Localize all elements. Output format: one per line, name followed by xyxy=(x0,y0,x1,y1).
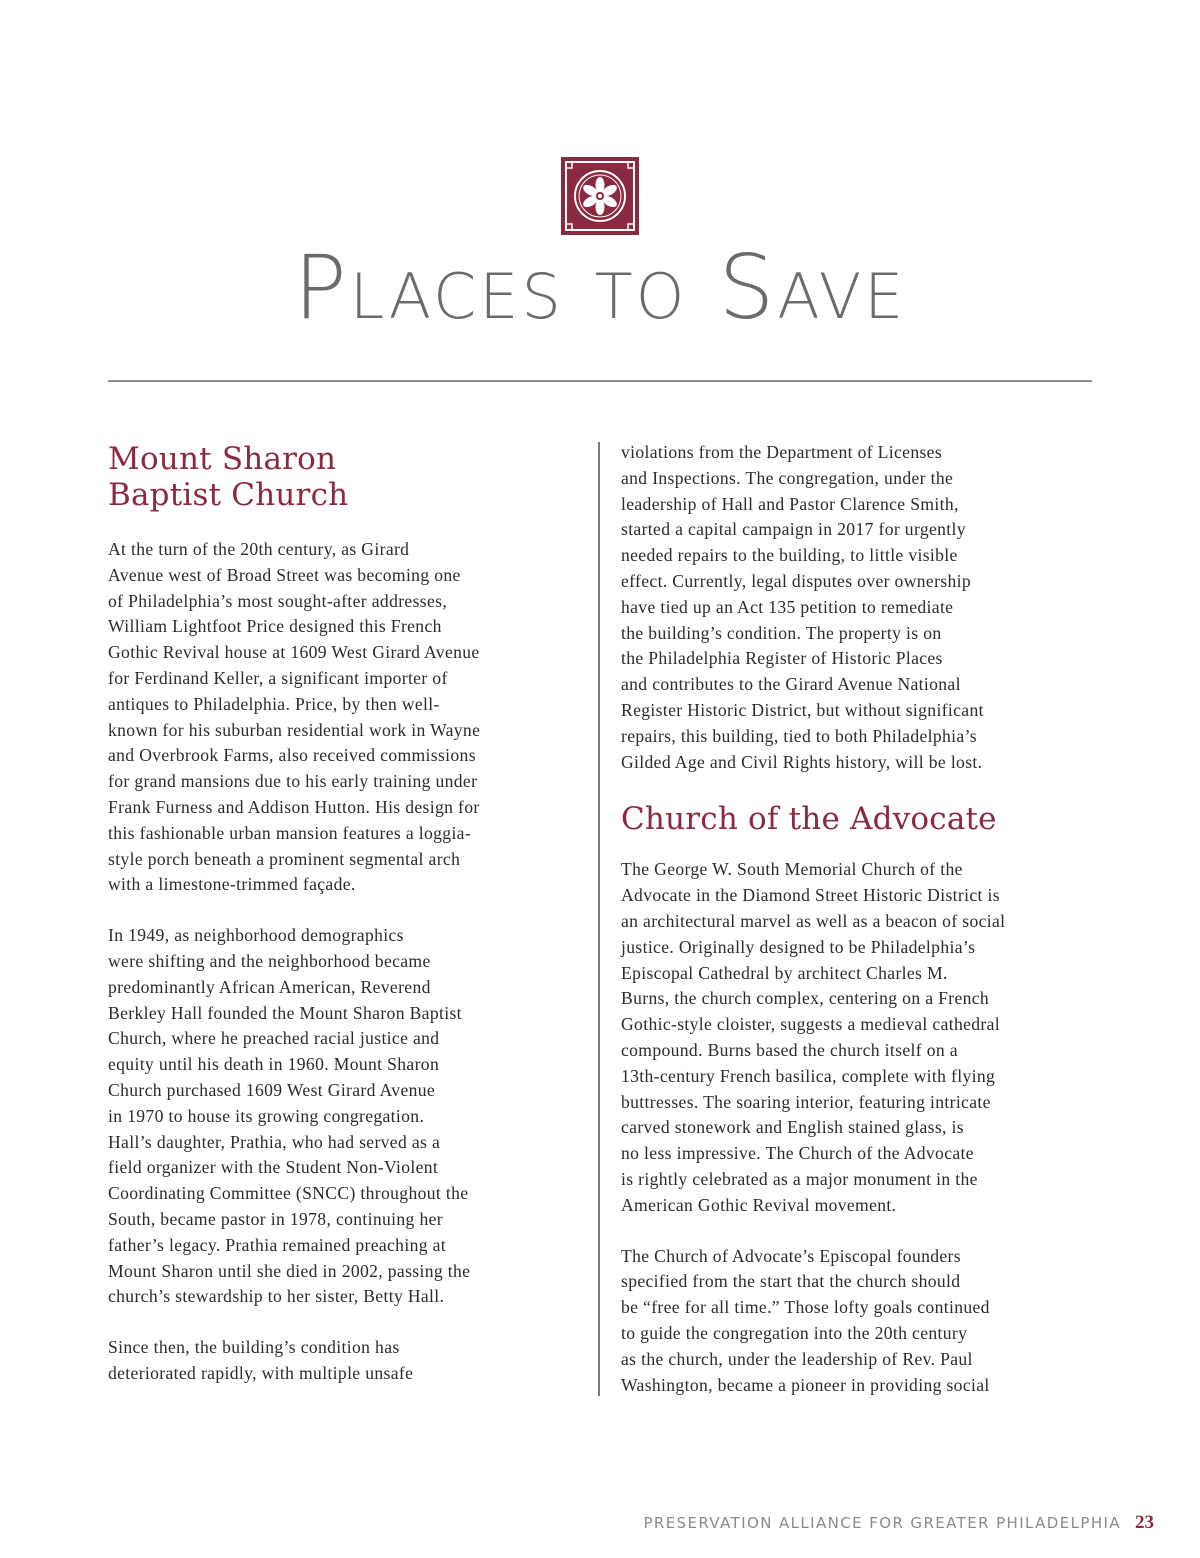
text-line: for Ferdinand Keller, a significant importer of xyxy=(108,667,448,688)
text-line: Gilded Age and Civil Rights history, will be lost. xyxy=(621,751,983,772)
text-line: American Gothic Revival movement. xyxy=(621,1194,897,1215)
text-line: effect. Currently, legal disputes over ownership xyxy=(621,570,972,591)
text-line: Advocate in the Diamond Street Historic District is xyxy=(621,885,1000,906)
text-line: church’s stewardship to her sister, Betty Hall. xyxy=(108,1286,445,1307)
page-number: 23 xyxy=(1135,1512,1154,1533)
text-line: be “free for all time.” Those lofty goals continued xyxy=(621,1297,990,1318)
text-line: in 1970 to house its growing congregation. xyxy=(108,1105,425,1126)
text-line: an architectural marvel as well as a beacon of social xyxy=(621,910,1006,931)
text-line: William Lightfoot Price designed this French xyxy=(108,616,442,637)
text-line: deteriorated rapidly, with multiple unsafe xyxy=(108,1362,414,1383)
text-line: started a capital campaign in 2017 for urgently xyxy=(621,519,966,540)
text-line: Episcopal Cathedral by architect Charles M. xyxy=(621,962,948,983)
left-column xyxy=(108,440,578,1387)
text-line: and Overbrook Farms, also received commissions xyxy=(108,745,476,766)
text-line: Hall’s daughter, Prathia, who had served as a xyxy=(108,1131,441,1152)
text-line: no less impressive. The Church of the Advocate xyxy=(621,1143,974,1164)
text-line: specified from the start that the church should xyxy=(621,1271,961,1292)
text-line: Washington, became a pioneer in providing social xyxy=(621,1374,990,1395)
text-line: antiques to Philadelphia. Price, by then well- xyxy=(108,693,440,714)
text-line: the building’s condition. The property is on xyxy=(621,622,942,643)
body-paragraph xyxy=(108,537,578,898)
heading-line: Baptist Church xyxy=(108,477,349,513)
text-line: At the turn of the 20th century, as Girard xyxy=(108,539,410,559)
text-line: and contributes to the Girard Avenue National xyxy=(621,674,961,695)
text-line: compound. Burns based the church itself on a xyxy=(621,1039,958,1060)
text-line: of Philadelphia’s most sought-after addresses, xyxy=(108,590,448,611)
text-line: The George W. South Memorial Church of the xyxy=(621,859,963,880)
text-line: Register Historic District, but without significant xyxy=(621,699,984,720)
section-heading-mount-sharon xyxy=(108,441,578,513)
text-line: Burns, the church complex, centering on a French xyxy=(621,988,990,1009)
body-paragraph xyxy=(621,1244,1095,1399)
text-line: Church purchased 1609 West Girard Avenue xyxy=(108,1079,436,1100)
text-line: this fashionable urban mansion features a loggia- xyxy=(108,822,472,843)
section-heading-church-of-the-advocate: Church of the Advocate xyxy=(621,801,997,838)
body-paragraph-continued xyxy=(621,440,1095,775)
text-line: for grand mansions due to his early training under xyxy=(108,771,478,792)
text-line: 13th-century French basilica, complete with flying xyxy=(621,1065,996,1086)
text-line: father’s legacy. Prathia remained preaching at xyxy=(108,1234,447,1255)
text-line: Gothic Revival house at 1609 West Girard Avenue xyxy=(108,642,480,663)
page-title: Places to Save xyxy=(293,236,907,339)
text-line: carved stonework and English stained glass, is xyxy=(621,1117,964,1138)
text-line: South, became pastor in 1978, continuing her xyxy=(108,1208,443,1229)
text-line: The Church of Advocate’s Episcopal founders xyxy=(621,1245,961,1266)
text-line: Since then, the building’s condition has xyxy=(108,1337,400,1358)
text-line: have tied up an Act 135 petition to remediate xyxy=(621,596,954,617)
text-line: and Inspections. The congregation, under the xyxy=(621,467,954,488)
text-line: style porch beneath a prominent segmental arch xyxy=(108,848,461,869)
body-paragraph xyxy=(108,1335,578,1387)
text-line: Berkley Hall founded the Mount Sharon Baptist xyxy=(108,1002,462,1023)
text-line: were shifting and the neighborhood became xyxy=(108,950,431,971)
text-line: violations from the Department of Licenses xyxy=(621,442,943,462)
text-line: repairs, this building, tied to both Philadelphia’s xyxy=(621,725,978,746)
body-paragraph xyxy=(621,857,1095,1218)
text-line: is rightly celebrated as a major monument in the xyxy=(621,1168,978,1189)
body-paragraph xyxy=(108,923,578,1310)
text-line: needed repairs to the building, to little visible xyxy=(621,545,958,566)
text-line: In 1949, as neighborhood demographics xyxy=(108,925,404,946)
right-column xyxy=(621,440,1095,1398)
title-divider xyxy=(108,380,1092,382)
text-line: Mount Sharon until she died in 2002, passing the xyxy=(108,1260,471,1281)
text-line: leadership of Hall and Pastor Clarence Smith, xyxy=(621,493,959,514)
text-line: with a limestone-trimmed façade. xyxy=(108,874,356,895)
publisher-name: PRESERVATION ALLIANCE FOR GREATER PHILADELPHIA xyxy=(643,1514,1121,1532)
text-line: Coordinating Committee (SNCC) throughout the xyxy=(108,1183,469,1204)
text-line: known for his suburban residential work in Wayne xyxy=(108,719,481,740)
text-line: the Philadelphia Register of Historic Places xyxy=(621,648,943,669)
column-divider xyxy=(598,442,600,1396)
text-line: buttresses. The soaring interior, featuring intricate xyxy=(621,1091,991,1112)
text-line: as the church, under the leadership of Rev. Paul xyxy=(621,1348,973,1369)
text-line: Gothic-style cloister, suggests a medieval cathedral xyxy=(621,1014,1001,1035)
text-line: predominantly African American, Reverend xyxy=(108,976,431,997)
heading-line: Mount Sharon xyxy=(108,441,337,477)
text-line: equity until his death in 1960. Mount Sharon xyxy=(108,1054,440,1075)
text-line: field organizer with the Student Non-Violent xyxy=(108,1157,439,1178)
text-line: Avenue west of Broad Street was becoming one xyxy=(108,564,461,585)
page-footer xyxy=(643,1512,1154,1534)
text-line: justice. Originally designed to be Philadelphia’s xyxy=(621,936,976,957)
ornamental-flower-tile-icon xyxy=(561,157,639,235)
text-line: to guide the congregation into the 20th century xyxy=(621,1322,968,1343)
text-line: Frank Furness and Addison Hutton. His design for xyxy=(108,796,480,817)
text-line: Church, where he preached racial justice and xyxy=(108,1028,440,1049)
